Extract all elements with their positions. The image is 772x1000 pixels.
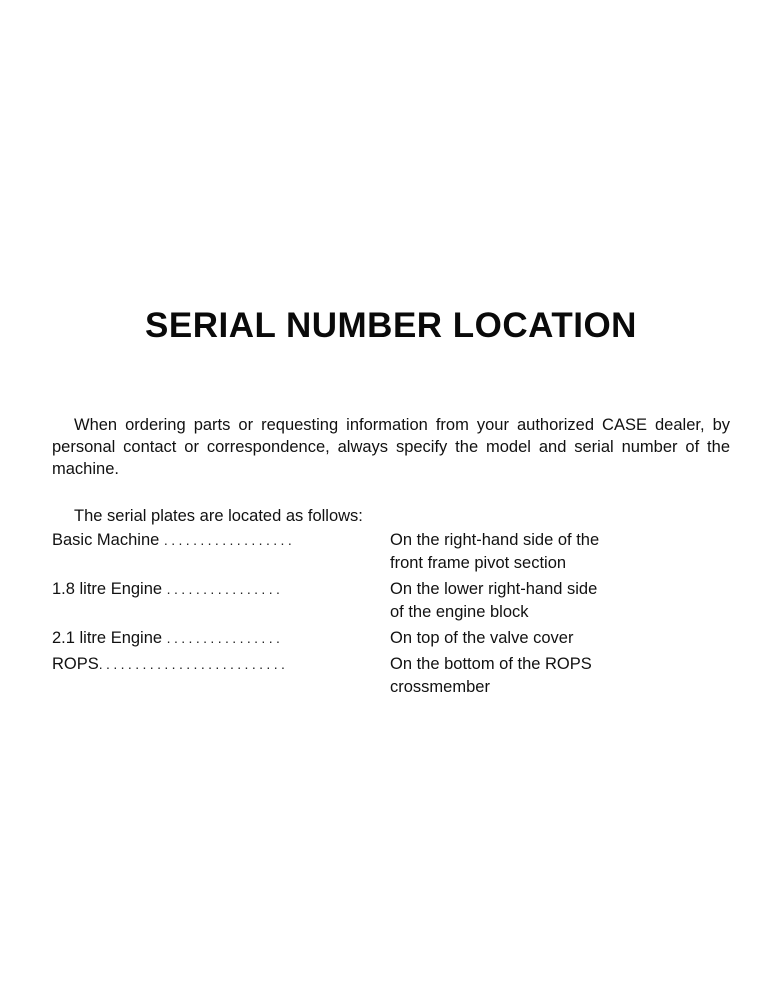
location-item-name: ROPS: [52, 655, 99, 673]
serial-plates-lead: The serial plates are located as follows:: [74, 507, 363, 525]
location-description-line: of the engine block: [390, 603, 529, 621]
location-item-name: 1.8 litre Engine: [52, 580, 163, 598]
serial-location-list: [52, 529, 672, 702]
location-description: [390, 653, 670, 699]
location-item-label: [52, 627, 337, 650]
dot-leader: ................: [166, 581, 284, 597]
location-description: [390, 529, 670, 575]
dot-leader: ..........................: [98, 656, 289, 672]
location-description: [390, 627, 670, 650]
location-row-rops: [52, 653, 672, 699]
dot-leader: ................: [166, 630, 284, 646]
location-row-18-engine: [52, 578, 672, 624]
location-item-label: [52, 578, 337, 601]
location-item-name: Basic Machine: [52, 531, 160, 549]
location-description-line: On the bottom of the ROPS: [390, 655, 592, 673]
page-title: SERIAL NUMBER LOCATION: [145, 306, 637, 345]
location-item-label: [52, 529, 337, 552]
location-row-basic-machine: [52, 529, 672, 575]
dot-leader: ..................: [163, 532, 296, 548]
location-item-label: [52, 653, 337, 676]
location-description: [390, 578, 670, 624]
location-item-name: 2.1 litre Engine: [52, 629, 163, 647]
intro-paragraph: When ordering parts or requesting information from your authorized CASE dealer, by personal contact or correspondence, always specify the model and serial number of the machine.: [52, 416, 730, 478]
location-description-line: On the lower right-hand side: [390, 580, 598, 598]
location-description-line: front frame pivot section: [390, 554, 567, 572]
location-description-line: On the right-hand side of the: [390, 531, 600, 549]
location-description-line: On top of the valve cover: [390, 629, 574, 647]
location-description-line: crossmember: [390, 678, 490, 696]
location-row-21-engine: [52, 627, 672, 650]
